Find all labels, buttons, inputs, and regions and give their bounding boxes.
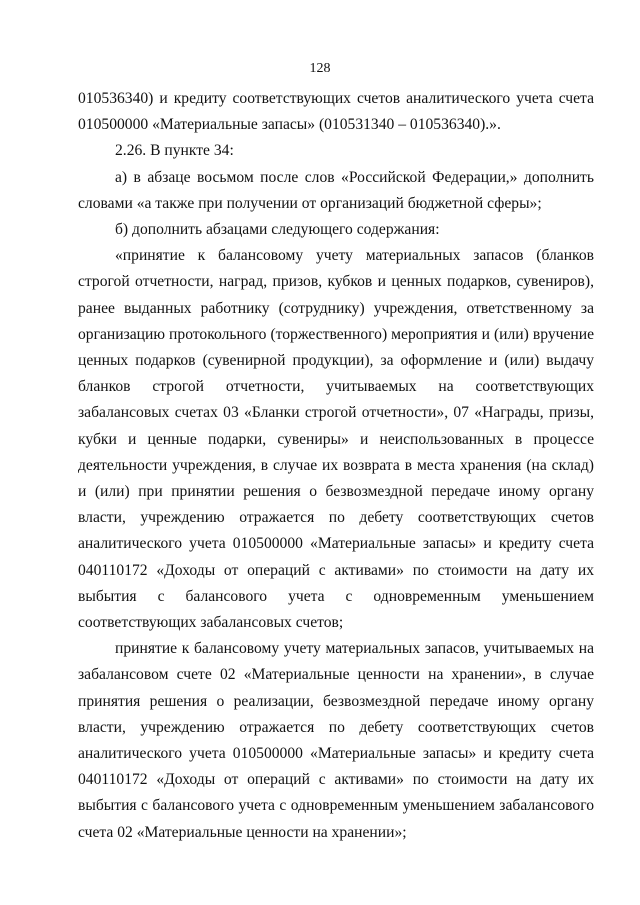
paragraph-item-2-26: 2.26. В пункте 34: <box>115 142 234 160</box>
paragraph-continuation: 010536340) и кредиту соответствующих счетов аналитического учета счета 010500000 «Материальные запасы» (010531340 – 010536340).». <box>78 90 594 134</box>
paragraph-new-text-2: принятие к балансовому учету материальных запасов, учитываемых на забалансовом счете 02 «Материальные ценности на хранении», в случае принятия решения о реализации, безвозмездной передаче иному органу власти, учреждению отражается по дебету соответствующих счетов аналитического учета 010500000 «Материальные запасы» и кредиту счета 040110172 «Доходы от операций с активами» по стоимости на дату их выбытия с балансового учета с одновременным уменьшением забалансового счета 02 «Материальные ценности на хранении»; <box>78 640 594 841</box>
paragraph-subitem-b: б) дополнить абзацами следующего содержания: <box>115 221 440 239</box>
document-body <box>78 86 594 846</box>
paragraph-subitem-a: а) в абзаце восьмом после слов «Российской Федерации,» дополнить словами «а также при получении от организаций бюджетной сферы»; <box>78 168 594 212</box>
page-number: 128 <box>309 61 331 76</box>
paragraph-new-text-1: «принятие к балансовому учету материальных запасов (бланков строгой отчетности, наград, призов, кубков и ценных подарков, сувениров), ранее выданных работнику (сотруднику) учреждения, ответственному за организацию протокольного (торжественного) мероприятия и (или) вручение ценных подарков (сувенирной продукции), за оформление и (или) выдачу бланков строгой отчетности, учитываемых на соответствующих забалансовых счетах 03 «Бланки строгой отчетности», 07 «Награды, призы, кубки и ценные подарки, сувениры» и неиспользованных в процессе деятельности учреждения, в случае их возврата в места хранения (на склад) и (или) при принятии решения о безвозмездной передаче иному органу власти, учреждению отражается по дебету соответствующих счетов аналитического учета 010500000 «Материальные запасы» и кредиту счета 040110172 «Доходы от операций с активами» по стоимости на дату их выбытия с балансового учета с одновременным уменьшением соответствующих забалансовых счетов; <box>78 247 594 632</box>
